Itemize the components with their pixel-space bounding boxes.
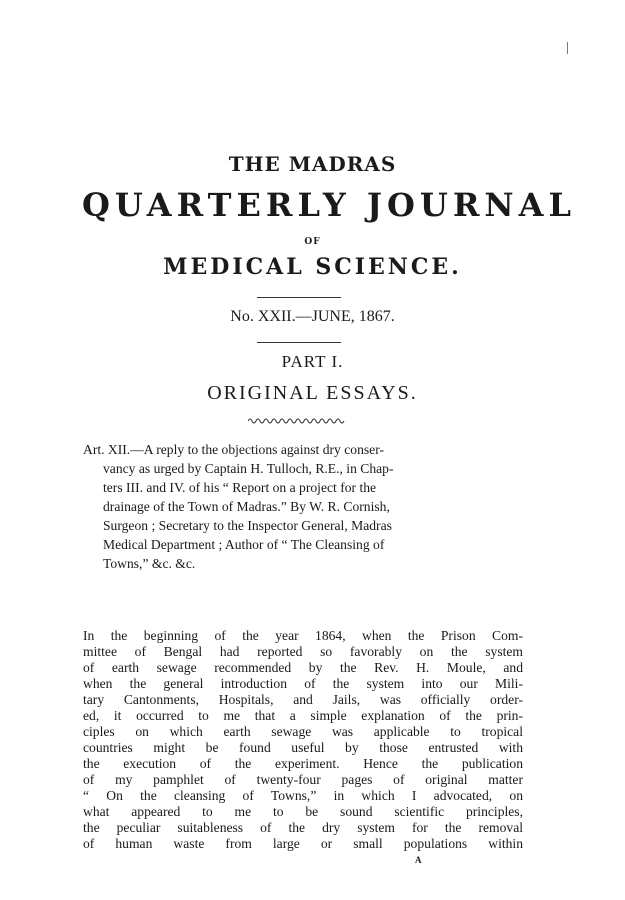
body-line: countries might be found useful by those entrusted with [83, 740, 523, 755]
body-line: “ On the cleansing of Towns,” in which I advocated, on [83, 788, 523, 803]
body-line: what appeared to me to be sound scientific principles, [83, 804, 523, 819]
body-paragraph [83, 628, 523, 852]
article-line: Surgeon ; Secretary to the Inspector General, Madras [103, 518, 392, 533]
divider-rule [257, 297, 341, 298]
signature-mark: A [415, 855, 422, 865]
body-line: ciples on which earth sewage was applicable to tropical [83, 724, 523, 739]
body-line: tary Cantonments, Hospitals, and Jails, was officially order- [83, 692, 523, 707]
article-line: Towns,” &c. &c. [103, 556, 196, 571]
body-line: In the beginning of the year 1864, when the Prison Com- [83, 628, 523, 643]
journal-title-line3: MEDICAL SCIENCE. [163, 254, 462, 280]
body-line: of earth sewage recommended by the Rev. H. Moule, and [83, 660, 523, 675]
body-line: mittee of Bengal had reported so favorably on the system [83, 644, 523, 659]
journal-title-line1: THE MADRAS [228, 152, 397, 176]
divider-rule [257, 342, 341, 343]
margin-mark [567, 42, 568, 54]
article-line: Medical Department ; Author of “ The Cleansing of [103, 537, 385, 552]
section-heading: ORIGINAL ESSAYS. [207, 382, 418, 404]
body-line: of human waste from large or small populations within [83, 836, 523, 851]
article-line: ters III. and IV. of his “ Report on a project for the [103, 480, 377, 495]
part-heading: PART I. [281, 352, 344, 371]
wavy-ornament [248, 417, 346, 425]
issue-line: No. XXII.—JUNE, 1867. [230, 308, 395, 325]
body-line: of my pamphlet of twenty-four pages of original matter [83, 772, 523, 787]
article-heading [83, 440, 523, 573]
article-line: Art. XII.—A reply to the objections against dry conser- [83, 442, 384, 457]
body-line: the execution of the experiment. Hence the publication [83, 756, 523, 771]
body-line: the peculiar suitableness of the dry system for the removal [83, 820, 523, 835]
article-line: drainage of the Town of Madras.” By W. R. Cornish, [103, 499, 390, 514]
journal-title-of: OF [304, 237, 321, 247]
journal-title-line2: QUARTERLY JOURNAL [82, 186, 576, 224]
article-line: vancy as urged by Captain H. Tulloch, R.E., in Chap- [103, 461, 394, 476]
body-line: when the general introduction of the system into our Mili- [83, 676, 523, 691]
body-line: ed, it occurred to me that a simple explanation of the prin- [83, 708, 523, 723]
